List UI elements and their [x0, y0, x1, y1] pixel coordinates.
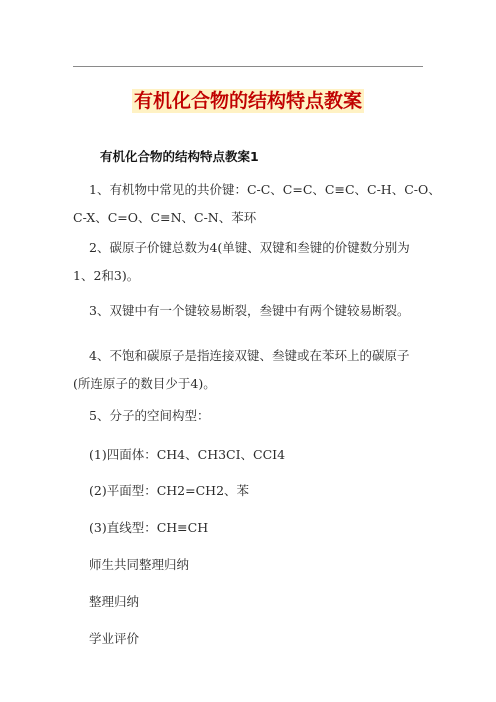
paragraph-9 [73, 551, 433, 579]
paragraph-line: 2、碳原子价键总数为4(单键、双键和叁键的价键数分别为 [89, 240, 410, 255]
paragraph-line: (3)直线型：CH≡CH [89, 520, 209, 535]
paragraph-line: 学业评价 [89, 631, 140, 646]
paragraph-line: 1、2和3)。 [73, 268, 140, 283]
paragraph-4 [73, 342, 433, 398]
paragraph-10 [73, 588, 433, 616]
top-divider [73, 66, 423, 67]
document-title [0, 88, 496, 114]
paragraph-8 [73, 514, 433, 542]
paragraph-7 [73, 477, 433, 505]
paragraph-line: 师生共同整理归纳 [89, 557, 190, 572]
paragraph-5 [73, 402, 433, 430]
paragraph-line: (2)平面型：CH2=CH2、苯 [89, 483, 250, 498]
paragraph-1 [73, 176, 441, 232]
paragraph-line: C-X、C=O、C≡N、C-N、苯环 [73, 210, 257, 225]
paragraph-line: 3、双键中有一个键较易断裂，叁键中有两个键较易断裂。 [89, 303, 410, 318]
paragraph-line: 整理归纳 [89, 594, 140, 609]
paragraph-3 [73, 297, 433, 325]
paragraph-line: (所连原子的数目少于4)。 [73, 376, 216, 391]
paragraph-6 [73, 441, 433, 469]
paragraph-2 [73, 234, 433, 290]
document-title-text: 有机化合物的结构特点教案 [133, 90, 362, 112]
section-heading: 有机化合物的结构特点教案1 [100, 149, 259, 164]
paragraph-line: 1、有机物中常见的共价键：C-C、C=C、C≡C、C-H、C-O、 [89, 182, 441, 197]
paragraph-line: (1)四面体：CH4、CH3CI、CCI4 [89, 447, 286, 462]
paragraph-line: 5、分子的空间构型： [89, 408, 210, 423]
paragraph-line: 4、不饱和碳原子是指连接双键、叁键或在苯环上的碳原子 [89, 348, 410, 363]
paragraph-11 [73, 625, 433, 653]
